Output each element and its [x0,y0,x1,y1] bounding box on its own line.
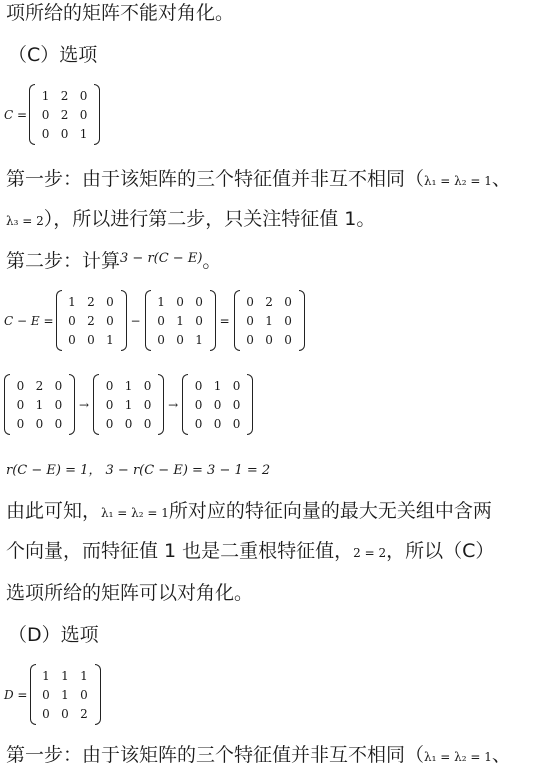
eigenvalue-expression: λ₁ = λ₂ = 1 [101,506,169,520]
matrix-entry: 1 [61,687,69,702]
text-span: 所对应的特征向量的最大无关组中含两 [168,500,492,522]
matrix-entry: 1 [68,294,76,309]
matrix-entry: 0 [16,416,25,431]
row-reduction-chain [4,374,253,435]
text-span: 第二步：计算 [6,250,121,272]
matrix-entry: 0 [194,378,203,393]
matrix-entry: 0 [246,294,254,309]
matrix-entry: 1 [157,294,165,309]
matrix-entry: 0 [176,332,184,347]
matrix-entry: 0 [213,416,222,431]
eigenvalue-expression: λ₁ = λ₂ = 1 [424,174,492,188]
text-span: 。 [202,250,222,272]
matrix-entry: 0 [16,378,25,393]
matrix-entry: 1 [80,668,88,683]
matrix-entry: 0 [79,107,88,122]
matrix-grid [36,86,93,143]
matrix-entry: 1 [61,668,69,683]
matrix-entry: 0 [143,397,152,412]
matrix-entry: 0 [176,294,184,309]
conclusion-line-2 [6,538,494,566]
row-reduction-matrix-2 [93,374,164,435]
matrix-entry: 1 [176,313,184,328]
matrix-entry: 0 [54,397,63,412]
matrix-entry: 0 [106,313,114,328]
arrow-icon: → [168,397,179,412]
matrix-grid [189,376,246,433]
step-one-line-d [6,742,511,770]
text-span: 第一步：由于该矩阵的三个特征值并非互不相同（ [6,168,425,190]
matrix-e [145,290,216,351]
text-span: 项所给的矩阵不能对角化。 [6,2,235,24]
text-span: ），所以进行第二步，只关注特征值 1。 [43,208,376,230]
matrix-c-equation [4,84,100,145]
matrix-entry: 0 [105,416,114,431]
matrix-entry: 0 [124,416,133,431]
equals-sign: = [219,313,230,328]
option-d-heading [8,622,99,648]
matrix-entry: 0 [68,332,76,347]
matrix-grid [100,376,157,433]
matrix-c-minus-e-result [234,290,305,351]
matrix-entry: 0 [80,687,88,702]
matrix-grid [11,376,68,433]
matrix-c [29,84,100,145]
matrix-entry: 0 [60,126,69,141]
matrix-entry: 1 [265,313,273,328]
matrix-entry: 2 [60,88,69,103]
matrix-entry: 1 [79,126,88,141]
text-span: 第一步：由于该矩阵的三个特征值并非互不相同（ [6,744,425,766]
text-line-1 [6,0,234,26]
matrix-entry: 0 [143,416,152,431]
matrix-entry: 0 [246,332,254,347]
rank-result: r(C − E) = 1， 3 − r(C − E) = 3 − 1 = 2 [6,463,271,478]
matrix-entry: 0 [35,416,44,431]
step-one-continued-line [6,206,375,234]
c-minus-e-equation [4,290,305,351]
matrix-entry: 0 [68,313,76,328]
matrix-entry: 1 [35,397,44,412]
matrix-entry: 0 [157,313,165,328]
matrix-entry: 2 [265,294,273,309]
matrix-entry: 0 [105,397,114,412]
text-span: 个向量，而特征值 1 也是二重根特征值， [6,540,354,562]
matrix-grid [152,292,209,349]
matrix-entry: 0 [284,294,292,309]
matrix-entry: 0 [284,332,292,347]
multiplicity-equation: 2 = 2 [353,546,387,560]
matrix-entry: 0 [42,706,50,721]
matrix-entry: 0 [143,378,152,393]
matrix-entry: 0 [232,397,241,412]
text-span: 选项所给的矩阵可以对角化。 [6,582,254,604]
matrix-entry: 1 [42,668,50,683]
matrix-c-left [56,290,127,351]
matrix-entry: 0 [195,294,203,309]
matrix-entry: 0 [79,88,88,103]
matrix-entry: 0 [157,332,165,347]
matrix-entry: 0 [54,378,63,393]
arrow-icon: → [79,397,90,412]
matrix-entry: 0 [41,126,50,141]
matrix-entry: 0 [194,397,203,412]
matrix-entry: 0 [16,397,25,412]
matrix-entry: 0 [232,378,241,393]
matrix-entry: 2 [87,313,95,328]
matrix-entry: 2 [87,294,95,309]
matrix-entry: 1 [106,332,114,347]
conclusion-line-3 [6,580,253,606]
c-minus-e-label: C − E = [4,313,54,328]
text-span: （C）选项 [8,44,98,66]
text-span: 、 [491,168,511,190]
matrix-c-label: C = [4,107,28,122]
matrix-grid [37,666,94,723]
row-reduction-matrix-3 [182,374,253,435]
matrix-d [30,664,101,725]
matrix-entry: 1 [124,397,133,412]
matrix-entry: 0 [87,332,95,347]
eigenvalue-expression: λ₃ = 2 [6,214,44,228]
step-one-line [6,166,511,194]
text-span: ，所以（C） [386,540,495,562]
matrix-entry: 0 [213,397,222,412]
matrix-entry: 2 [60,107,69,122]
matrix-entry: 0 [41,107,50,122]
conclusion-line-1 [6,498,492,526]
step-two-line [6,248,221,277]
matrix-d-label: D = [4,687,28,702]
matrix-entry: 0 [246,313,254,328]
matrix-grid [241,292,298,349]
matrix-entry: 1 [41,88,50,103]
matrix-entry: 1 [195,332,203,347]
matrix-entry: 0 [42,687,50,702]
matrix-entry: 0 [265,332,273,347]
matrix-entry: 0 [284,313,292,328]
text-span: （D）选项 [8,624,99,646]
row-reduction-matrix-1 [4,374,75,435]
matrix-entry: 1 [124,378,133,393]
matrix-entry: 0 [194,416,203,431]
matrix-grid [63,292,120,349]
option-c-heading [8,42,97,68]
matrix-entry: 0 [54,416,63,431]
matrix-entry: 0 [232,416,241,431]
matrix-entry: 2 [35,378,44,393]
matrix-entry: 1 [213,378,222,393]
matrix-entry: 0 [61,706,69,721]
matrix-d-equation [4,664,101,725]
text-span: 由此可知， [6,500,102,522]
rank-expression: 3 − r(C − E) [120,251,203,266]
matrix-entry: 0 [105,378,114,393]
matrix-entry: 2 [80,706,88,721]
text-span: 、 [491,744,511,766]
minus-sign: − [130,313,141,328]
rank-result-line [6,455,270,484]
eigenvalue-expression: λ₁ = λ₂ = 1 [424,750,492,764]
matrix-entry: 0 [106,294,114,309]
matrix-entry: 0 [195,313,203,328]
